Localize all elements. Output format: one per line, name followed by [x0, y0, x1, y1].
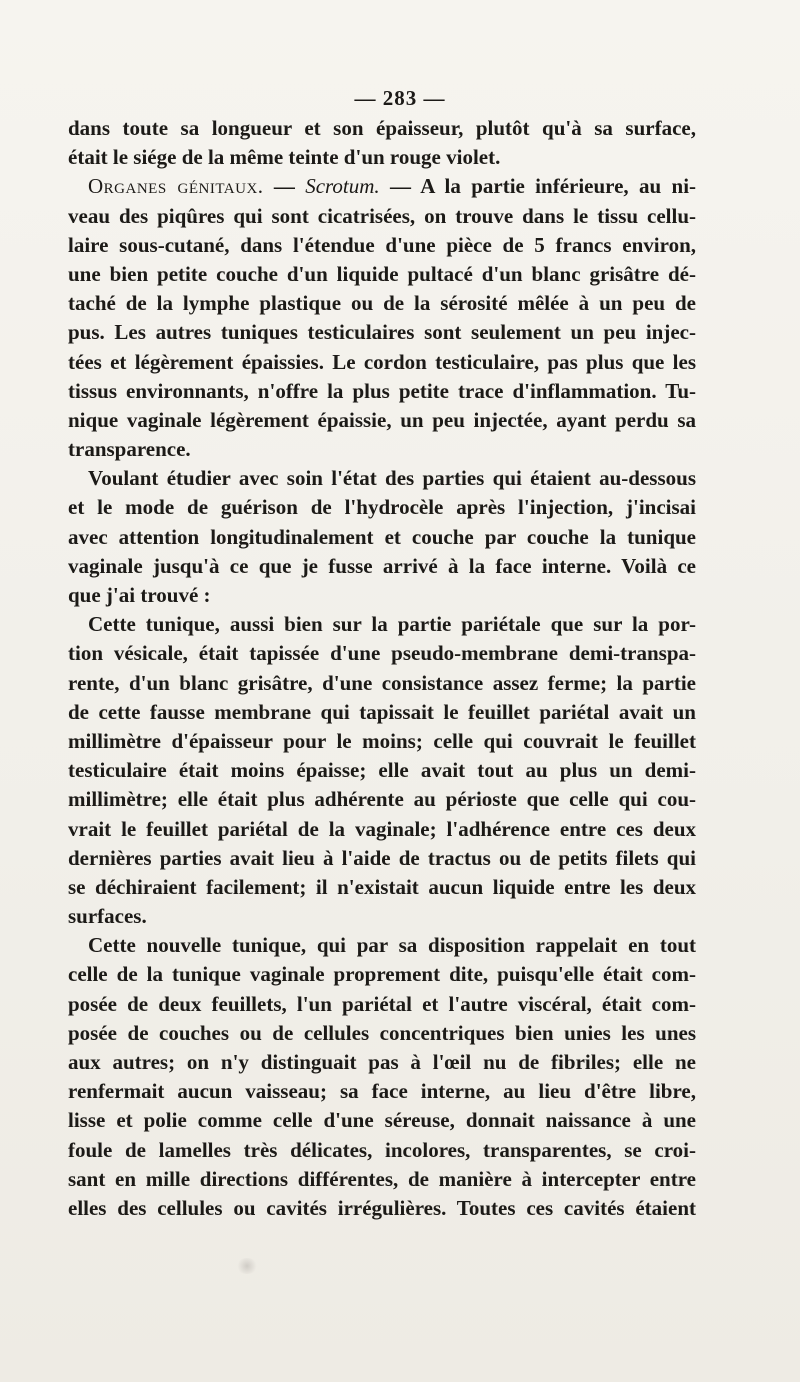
text-line: vrait le feuillet pariétal de la vaginale; l'adhérence entre ces deux — [68, 816, 696, 841]
text-line: foule de lamelles très délicates, incolores, transparentes, se croi- — [68, 1137, 696, 1162]
text-line: veau des piqûres qui sont cicatrisées, on trouve dans le tissu cellu- — [68, 203, 696, 228]
text-line: millimètre; elle était plus adhérente au périoste que celle qui cou- — [68, 787, 696, 812]
text-line: dans toute sa longueur et son épaisseur, plutôt qu'à sa surface, — [68, 116, 696, 140]
text-line: avec attention longitudinalement et couche par couche la tunique — [68, 524, 696, 549]
body-text — [68, 114, 696, 1223]
text-line: aux autres; on n'y distinguait pas à l'œil nu de fibriles; elle ne — [68, 1050, 696, 1074]
text-line: se déchiraient facilement; il n'existait aucun liquide entre les deux — [68, 874, 696, 899]
text-line: celle de la tunique vaginale proprement dite, puisqu'elle était com- — [68, 962, 696, 987]
text-line: de cette fausse membrane qui tapissait le feuillet pariétal avait un — [68, 699, 696, 724]
text-line: posée de deux feuillets, l'un pariétal et l'autre viscéral, était com- — [68, 991, 696, 1016]
text-line: taché de la lymphe plastique ou de la sérosité mêlée à un peu de — [68, 291, 696, 316]
section-heading-line — [68, 172, 696, 201]
text-line: tissus environnants, n'offre la plus petite trace d'inflammation. Tu- — [68, 378, 696, 403]
text-line: transparence. — [68, 437, 191, 462]
text-line: laire sous-cutané, dans l'étendue d'une pièce de 5 francs environ, — [68, 232, 696, 257]
ink-smudge — [236, 1258, 258, 1274]
text-line: vaginale jusqu'à ce que je fusse arrivé à la face interne. Voilà ce — [68, 553, 696, 578]
text-line: pus. Les autres tuniques testiculaires sont seulement un peu injec- — [68, 320, 696, 345]
text-line: surfaces. — [68, 904, 147, 929]
text-line: A la partie inférieure, au ni- — [420, 174, 697, 199]
section-heading: Organes génitaux. — [88, 174, 264, 199]
text-line: était le siége de la même teinte d'un rouge violet. — [68, 145, 501, 170]
text-line: posée de couches ou de cellules concentriques bien unies les unes — [68, 1020, 696, 1045]
text-line: lisse et polie comme celle d'une séreuse, donnait naissance à une — [68, 1108, 696, 1133]
page-number: — 283 — — [354, 86, 446, 110]
text-line: dernières parties avait lieu à l'aide de tractus ou de petits filets qui — [68, 845, 696, 870]
text-line: et le mode de guérison de l'hydrocèle après l'injection, j'incisai — [68, 495, 696, 520]
heading-dash: — — [379, 174, 421, 199]
heading-dash: — — [263, 174, 306, 199]
subsection-title: Scrotum. — [305, 174, 380, 199]
text-line: nique vaginale légèrement épaissie, un peu injectée, ayant perdu sa — [68, 407, 696, 432]
text-line: rente, d'un blanc grisâtre, d'une consistance assez ferme; la partie — [68, 670, 696, 695]
text-line: Cette nouvelle tunique, qui par sa disposition rappelait en tout — [88, 933, 696, 958]
text-line: millimètre d'épaisseur pour le moins; celle qui couvrait le feuillet — [68, 728, 696, 753]
text-line: que j'ai trouvé : — [68, 583, 211, 607]
text-line: Voulant étudier avec soin l'état des parties qui étaient au-dessous — [88, 466, 696, 491]
text-line: testiculaire était moins épaisse; elle avait tout au plus un demi- — [68, 758, 696, 783]
text-line: renfermait aucun vaisseau; sa face interne, au lieu d'être libre, — [68, 1079, 696, 1104]
text-line: elles des cellules ou cavités irrégulières. Toutes ces cavités étaient — [68, 1195, 696, 1220]
text-line: une bien petite couche d'un liquide pultacé d'un blanc grisâtre dé- — [68, 261, 696, 286]
text-line: tées et légèrement épaissies. Le cordon testiculaire, pas plus que les — [68, 349, 696, 374]
text-line: sant en mille directions différentes, de manière à intercepter entre — [68, 1166, 696, 1191]
text-line: tion vésicale, était tapissée d'une pseudo-membrane demi-transpa- — [68, 641, 696, 666]
text-line: Cette tunique, aussi bien sur la partie pariétale que sur la por- — [88, 612, 696, 637]
